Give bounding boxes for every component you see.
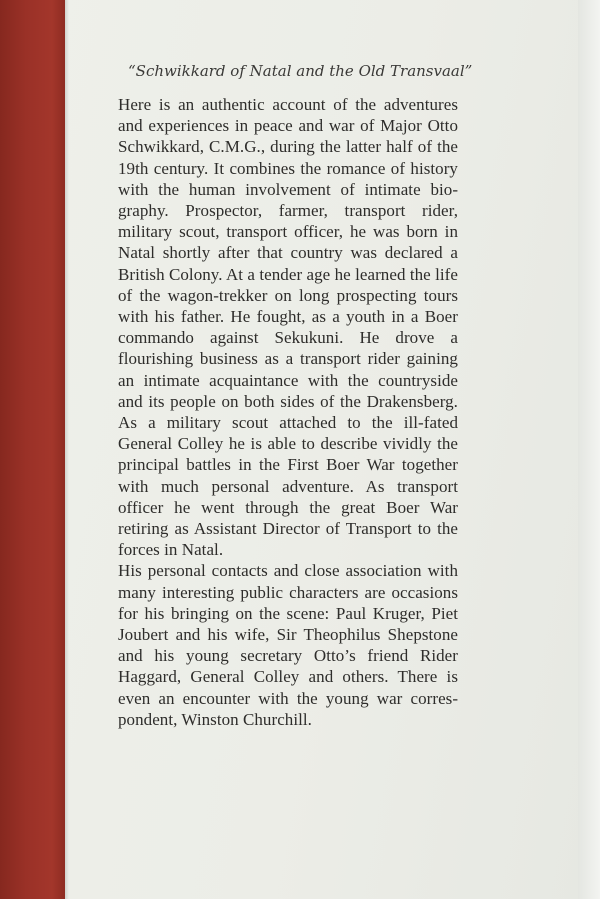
blurb-paragraph-2: His personal contacts and close association with many interesting public characters are occasions for his bringing on the scene: Paul Kruger, Piet Joubert and his wife, Sir Theophilus Shepstone and his young secretary Otto’s friend Rider Haggard, General Colley and others. There is even an encounter with the young war correspondent, Winston Churchill. bbox=[118, 561, 458, 729]
flap-title: “Schwikkard of Natal and the Old Transvaal” bbox=[128, 62, 473, 80]
spine-stripe bbox=[0, 0, 65, 899]
flap-edge bbox=[578, 0, 600, 899]
blurb-paragraph-1: Here is an authentic account of the adventures and experiences in peace and war of Major Otto Schwikkard, C.M.G., during the latter half of the 19th century. It combines the romance of history with the human involvement of intimate biography. Prospector, farmer, transport rider, military scout, transport officer, he was born in Natal shortly after that country was declared a British Colony. At a tender age he learned the life of the wagon-trekker on long prospecting tours with his father. He fought, as a youth in a Boer commando against Sekukuni. He drove a flourishing business as a transport rider gaining an intimate acquaintance with the countryside and its people on both sides of the Drakensberg. As a military scout attached to the ill-fated General Colley he is able to describe vividly the principal battles in the First Boer War together with much personal adventure. As transport officer he went through the great Boer War retiring as Assistant Director of Transport to the forces in Natal. bbox=[118, 95, 458, 560]
spine-shadow bbox=[65, 0, 69, 899]
blurb-text bbox=[118, 94, 458, 730]
